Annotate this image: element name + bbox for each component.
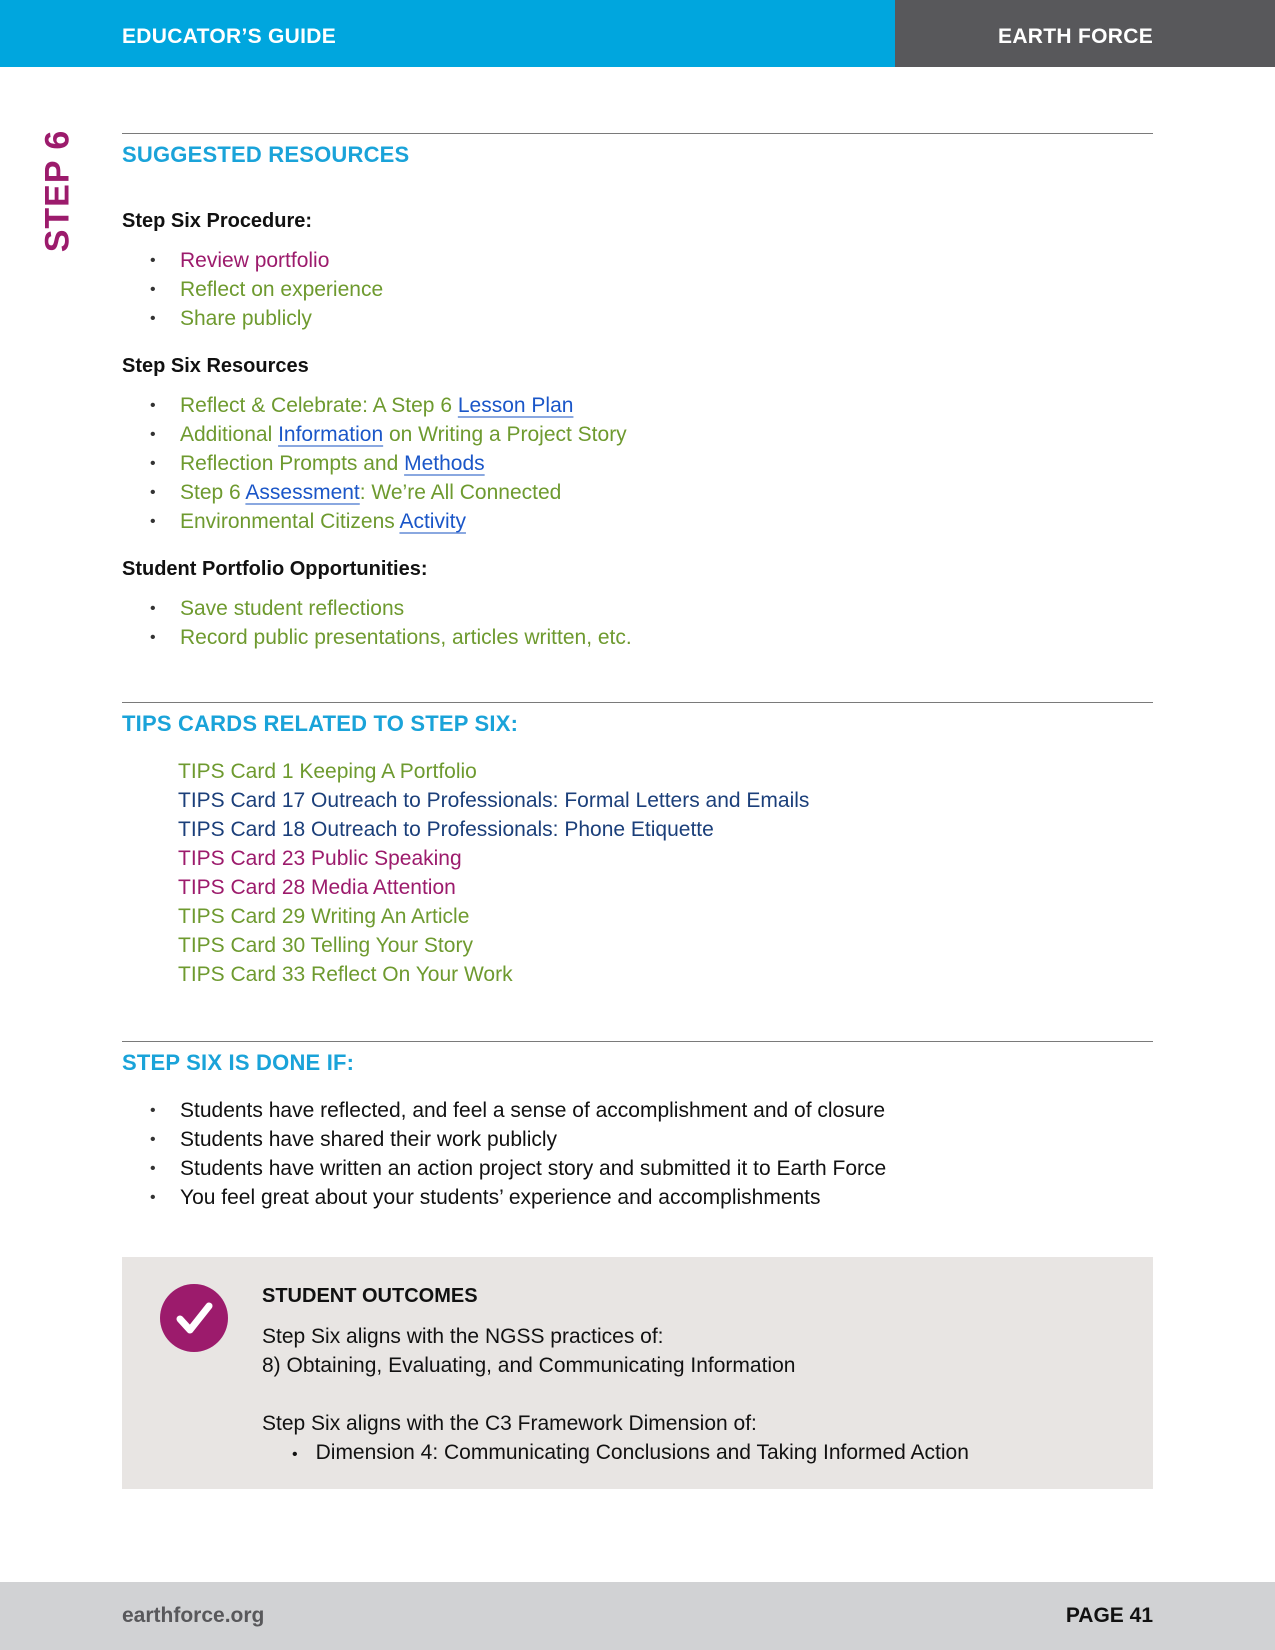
student-outcomes-box bbox=[122, 1257, 1153, 1489]
page-number: PAGE 41 bbox=[1065, 1604, 1153, 1627]
c3-item: • Dimension 4: Communicating Conclusions and Taking Informed Action bbox=[292, 1441, 969, 1464]
list-item: • Step 6 Assessment: We’re All Connected bbox=[150, 481, 562, 504]
step-tab bbox=[40, 130, 76, 252]
header-brand: EARTH FORCE bbox=[998, 25, 1153, 48]
assessment-link[interactable]: Assessment bbox=[245, 481, 360, 504]
procedure-heading: Step Six Procedure: bbox=[122, 210, 313, 232]
list-item: • Students have reflected, and feel a sense of accomplishment and of closure bbox=[150, 1099, 886, 1122]
information-link[interactable]: Information bbox=[278, 423, 384, 446]
checkmark-icon bbox=[160, 1284, 228, 1352]
tips-card-item: TIPS Card 30 Telling Your Story bbox=[178, 934, 473, 957]
ngss-intro: Step Six aligns with the NGSS practices of: bbox=[262, 1325, 664, 1348]
resources-heading: Step Six Resources bbox=[122, 355, 309, 377]
methods-link[interactable]: Methods bbox=[404, 452, 485, 475]
divider bbox=[122, 702, 1153, 703]
resources-list bbox=[150, 391, 627, 536]
list-item: • Reflection Prompts and Methods bbox=[150, 452, 485, 475]
footer-url[interactable]: earthforce.org bbox=[122, 1604, 265, 1627]
list-item: • Record public presentations, articles written, etc. bbox=[150, 626, 632, 649]
list-item: • Environmental Citizens Activity bbox=[150, 510, 466, 533]
list-item: • Save student reflections bbox=[150, 597, 405, 620]
tips-card-item: TIPS Card 17 Outreach to Professionals: Formal Letters and Emails bbox=[178, 789, 810, 812]
header-title: EDUCATOR’S GUIDE bbox=[122, 25, 337, 48]
activity-link[interactable]: Activity bbox=[399, 510, 466, 533]
ngss-item: 8) Obtaining, Evaluating, and Communicating Information bbox=[262, 1354, 796, 1377]
header-right-band bbox=[895, 0, 1275, 67]
portfolio-heading: Student Portfolio Opportunities: bbox=[122, 558, 428, 580]
list-item: • Students have written an action project story and submitted it to Earth Force bbox=[150, 1157, 887, 1180]
page-header bbox=[0, 0, 1275, 67]
lesson-plan-link[interactable]: Lesson Plan bbox=[457, 394, 574, 417]
header-left-band bbox=[0, 0, 895, 67]
list-item: • Reflect & Celebrate: A Step 6 Lesson Plan bbox=[150, 394, 574, 417]
done-list bbox=[150, 1096, 886, 1212]
list-item: • You feel great about your students’ experience and accomplishments bbox=[150, 1186, 821, 1209]
list-item: • Students have shared their work publicly bbox=[150, 1128, 558, 1151]
tips-card-item: TIPS Card 1 Keeping A Portfolio bbox=[178, 760, 477, 783]
tips-list bbox=[178, 757, 809, 989]
c3-intro: Step Six aligns with the C3 Framework Dimension of: bbox=[262, 1412, 757, 1435]
portfolio-list bbox=[150, 594, 632, 652]
page-footer bbox=[0, 1582, 1275, 1650]
suggested-resources-title: SUGGESTED RESOURCES bbox=[122, 142, 410, 167]
outcomes-title: STUDENT OUTCOMES bbox=[262, 1285, 478, 1307]
list-item: • Reflect on experience bbox=[150, 278, 384, 301]
tips-card-item: TIPS Card 29 Writing An Article bbox=[178, 905, 470, 928]
list-item: • Share publicly bbox=[150, 307, 312, 330]
divider bbox=[122, 1041, 1153, 1042]
done-title: STEP SIX IS DONE IF: bbox=[122, 1050, 355, 1075]
procedure-list bbox=[150, 246, 383, 333]
tips-card-item: TIPS Card 18 Outreach to Professionals: Phone Etiquette bbox=[178, 818, 714, 841]
divider bbox=[122, 133, 1153, 134]
list-item: • Review portfolio bbox=[150, 249, 330, 272]
tips-card-item: TIPS Card 23 Public Speaking bbox=[178, 847, 462, 870]
list-item: • Additional Information on Writing a Project Story bbox=[150, 423, 627, 446]
step-tab-label: STEP 6 bbox=[38, 129, 77, 253]
tips-card-item: TIPS Card 28 Media Attention bbox=[178, 876, 456, 899]
tips-card-item: TIPS Card 33 Reflect On Your Work bbox=[178, 963, 513, 986]
tips-title: TIPS CARDS RELATED TO STEP SIX: bbox=[122, 711, 519, 736]
